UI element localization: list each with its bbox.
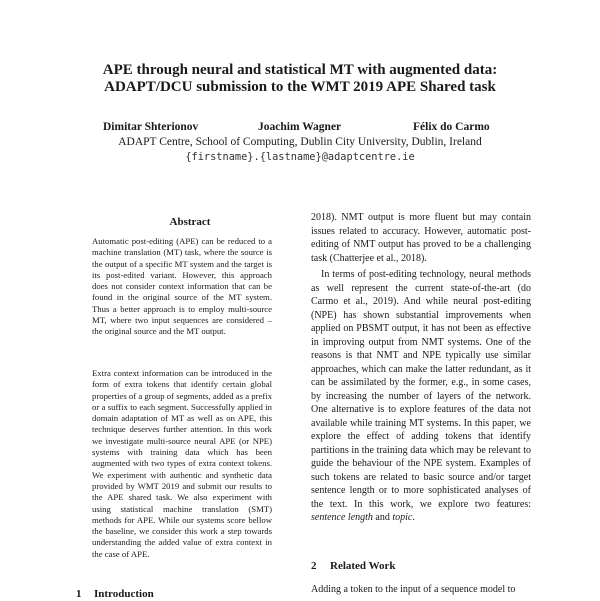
intro-paragraph-2-text: In terms of post-editing technology, neural methods as well represent the current state-of-the-art (do Carmo et al., 2019). And while neural post-editing (NPE) has shown substantial improvements when applied on PBSMT output, it has not been as effective in improving output from NMT systems. One of the reasons is that NMT and NPE typically use similar approaches, which can make the latter redundant, as it can be assimilated by the former, e.g., in some cases, by increasing the number of layers of the network. One alternative is to explore features of the data not available while training MT systems. In this paper, we explore the effect of adding tokens that identify partitions in the training data which may be relevant to guide the behaviour of the NPE system. Examples of such tokens are related to basic source and/or target sentence length or to more sophisticated analyses of the text. In this work, we explore two features: (311, 269, 531, 510)
author-1: Dimitar Shterionov (103, 121, 199, 133)
paper-title (70, 62, 530, 96)
title-line-2: ADAPT/DCU submission to the WMT 2019 APE Shared task (104, 79, 496, 95)
section-introduction-heading (76, 588, 154, 601)
section-number: 1 (76, 588, 82, 600)
affiliation: ADAPT Centre, School of Computing, Dublin City University, Dublin, Ireland (118, 136, 482, 148)
author-2: Joachim Wagner (258, 121, 342, 133)
section-related-work-heading (311, 560, 396, 573)
intro-paragraph-2 (311, 268, 531, 525)
feature-topic: topic (392, 512, 413, 523)
conjunction: and (372, 512, 393, 523)
email-address: {firstname}.{lastname}@adaptcentre.ie (185, 151, 415, 163)
abstract-paragraph-1: Automatic post-editing (APE) can be reduced to a machine translation (MT) task, where the source is the output of a specific MT system and the target is its post-edited variant. However, this approach does not consider context information that can be found in the original source of the MT system. Thus a better approach is to employ multi-source MT, where two input sequences are considered – the original source and the MT output. (92, 236, 272, 337)
feature-sentence-length: sentence length (311, 512, 373, 523)
related-work-paragraph: Adding a token to the input of a sequence model to (311, 584, 516, 595)
abstract-paragraph-2: Extra context information can be introduced in the form of extra tokens that identify certain global properties of a group of segments, added as a prefix or a suffix to each segment. Successfully applied in domain adaptation of MT as well as on APE, this technique deserves further attention. In this work we investigate multi-source neural APE (or NPE) systems with training data which has been augmented with two types of extra context tokens. We experiment with authentic and synthetic data provided by WMT 2019 and submit our results to the APE shared task. We also experiment with using statistical machine translation (SMT) methods for APE. While our systems score bellow the baseline, we consider this work a step towards understanding the added value of extra context in the case of APE. (92, 368, 272, 559)
section-number: 2 (311, 560, 317, 572)
abstract-heading: Abstract (169, 216, 211, 228)
section-title: Related Work (330, 560, 396, 572)
period: . (412, 512, 415, 523)
section-title: Introduction (94, 588, 154, 600)
intro-continuation-paragraph: 2018). NMT output is more fluent but may contain issues related to accuracy. However, automatic post-editing of NMT output has proved to be a challenging task (Chatterjee et al., 2018). (311, 212, 531, 264)
author-3: Félix do Carmo (413, 121, 490, 133)
title-line-1: APE through neural and statistical MT with augmented data: (102, 62, 498, 78)
